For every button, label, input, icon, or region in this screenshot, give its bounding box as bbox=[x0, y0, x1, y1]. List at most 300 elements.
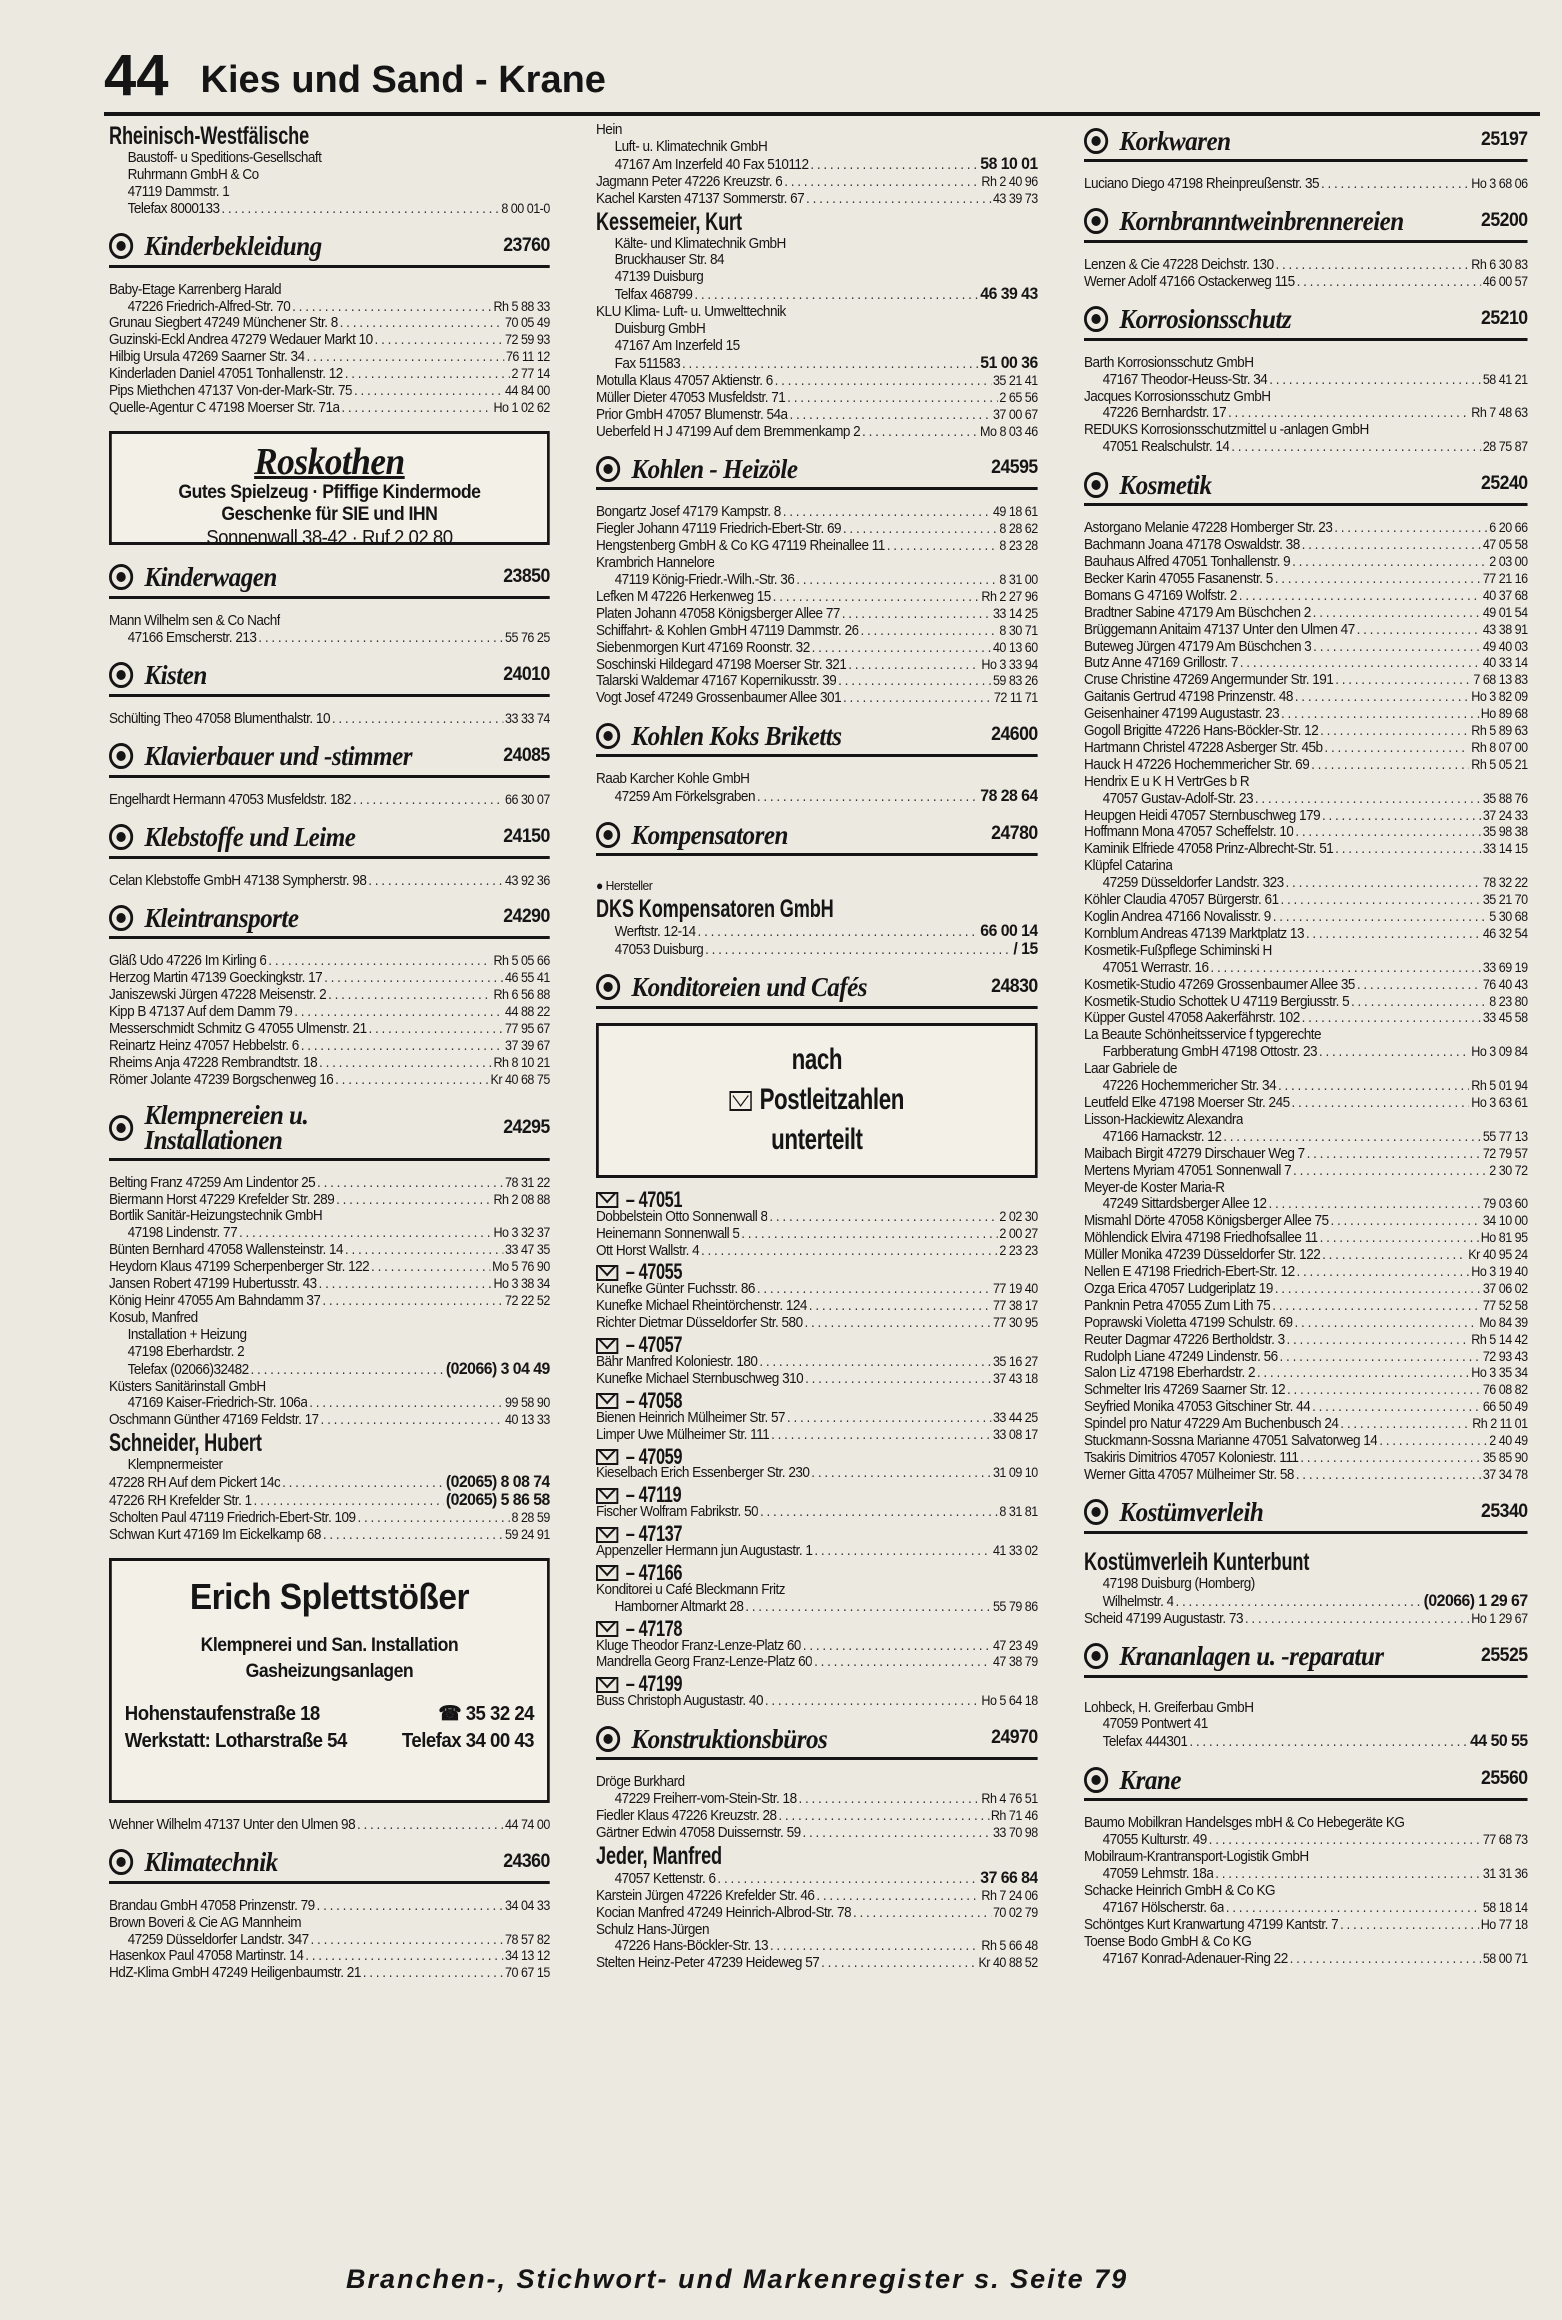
dot-leader bbox=[317, 1898, 504, 1915]
dot-leader bbox=[1278, 1078, 1469, 1095]
listing-row bbox=[596, 286, 1038, 304]
entry-name: 47059 Lehmstr. 18a bbox=[1102, 1865, 1214, 1882]
entry-name: Lenzen & Cie 47228 Deichstr. 130 bbox=[1084, 256, 1274, 273]
entry-name: Messerschmidt Schmitz G 47055 Ulmenstr. 21 bbox=[109, 1021, 367, 1038]
phone-number: 78 32 22 bbox=[1482, 875, 1528, 891]
entry-name: Farbberatung GmbH 47198 Ottostr. 23 bbox=[1102, 1044, 1318, 1061]
ad-line: Geschenke für SIE und IHN bbox=[221, 503, 438, 525]
dot-leader bbox=[251, 1362, 444, 1379]
entry-name: Brown Boveri & Cie AG Mannheim bbox=[109, 1914, 302, 1931]
table-row bbox=[1084, 1590, 1528, 1611]
target-icon bbox=[109, 824, 133, 850]
table-row bbox=[1084, 1416, 1528, 1433]
dot-leader bbox=[1335, 672, 1471, 689]
table-row bbox=[109, 1395, 550, 1412]
table-row bbox=[109, 1915, 550, 1932]
phone-number: Rh 5 05 66 bbox=[493, 953, 550, 969]
dot-leader bbox=[368, 873, 503, 890]
phone-number: 40 37 68 bbox=[1482, 587, 1528, 603]
table-row bbox=[1084, 1917, 1528, 1934]
entry-name: Wehner Wilhelm 47137 Unter den Ulmen 98 bbox=[109, 1816, 356, 1833]
section-code: 25560 bbox=[1481, 1768, 1528, 1790]
entry-name: 47198 Lindenstr. 77 bbox=[127, 1225, 238, 1242]
table-row bbox=[109, 1817, 550, 1834]
entry-name: Heinemann Sonnenwall 5 bbox=[596, 1225, 740, 1242]
dot-leader bbox=[803, 1825, 992, 1842]
dot-leader bbox=[770, 1938, 980, 1955]
phone-number: 33 70 98 bbox=[992, 1824, 1038, 1840]
table-row bbox=[109, 1965, 550, 1982]
entry-name: 47169 Kaiser-Friedrich-Str. 106a bbox=[127, 1395, 308, 1412]
table-row bbox=[1084, 655, 1528, 672]
entry-name: 47226 Bernhardstr. 17 bbox=[1102, 405, 1227, 422]
dot-leader bbox=[1226, 1900, 1481, 1917]
section-title: Klebstoffe und Leime bbox=[144, 822, 356, 852]
table-row bbox=[109, 1527, 550, 1544]
phone-number: 35 98 38 bbox=[1482, 824, 1528, 840]
table-row bbox=[1084, 1450, 1528, 1467]
section-klempnereien bbox=[109, 1099, 550, 1161]
phone-number: 33 69 19 bbox=[1482, 959, 1528, 975]
entry-name: Schiffahrt- & Kohlen GmbH 47119 Dammstr. 26 bbox=[596, 622, 859, 639]
phone-number: 34 10 00 bbox=[1482, 1213, 1528, 1229]
section-title: Korkwaren bbox=[1119, 125, 1231, 156]
entry-name: Maibach Birgit 47279 Dirschauer Weg 7 bbox=[1084, 1145, 1305, 1162]
phone-number: Ho 3 19 40 bbox=[1471, 1264, 1528, 1280]
phone-number: Rh 5 89 63 bbox=[1471, 723, 1528, 739]
section-code: 25200 bbox=[1481, 209, 1528, 231]
phone-number: Rh 2 08 88 bbox=[493, 1191, 550, 1207]
phone-number: Rh 2 40 96 bbox=[981, 173, 1038, 189]
table-row bbox=[1084, 554, 1528, 571]
phone-number: 35 88 76 bbox=[1482, 790, 1528, 806]
table-row bbox=[109, 349, 550, 366]
section-code: 24830 bbox=[991, 975, 1038, 997]
phone-number: 8 23 80 bbox=[1489, 993, 1528, 1009]
entry-name: Celan Klebstoffe GmbH 47138 Sympherstr. 98 bbox=[109, 872, 367, 889]
dot-leader bbox=[1300, 1450, 1481, 1467]
ad-line: Gutes Spielzeug · Pfiffige Kindermode bbox=[178, 481, 481, 503]
phone-number: 33 14 25 bbox=[992, 605, 1038, 621]
listing-lines bbox=[109, 1310, 550, 1361]
entry-name: Appenzeller Hermann jun Augustastr. 1 bbox=[596, 1543, 813, 1560]
table-row bbox=[596, 589, 1038, 606]
dot-leader bbox=[853, 1905, 991, 1922]
phone-number: 34 04 33 bbox=[505, 1897, 550, 1913]
dot-leader bbox=[1210, 960, 1481, 977]
dot-leader bbox=[1313, 639, 1481, 656]
table-row bbox=[109, 1379, 550, 1396]
phone-number: Rh 8 10 21 bbox=[493, 1054, 550, 1070]
phone-number: Rh 4 76 51 bbox=[981, 1791, 1038, 1807]
dot-leader bbox=[1268, 1196, 1481, 1213]
entry-name: Panknin Petra 47055 Zum Lith 75 bbox=[1084, 1297, 1271, 1314]
section-krane bbox=[1084, 1761, 1528, 1801]
listing-sub: Klempnermeister bbox=[127, 1457, 223, 1474]
dot-leader bbox=[1340, 1917, 1479, 1934]
listing-line: Kälte- und Klimatechnik GmbH bbox=[614, 235, 786, 252]
dot-leader bbox=[1302, 1010, 1481, 1027]
section-kohlen-koks bbox=[596, 717, 1038, 757]
dot-leader bbox=[717, 1871, 978, 1888]
entry-name: Jansen Robert 47199 Hubertusstr. 43 bbox=[109, 1276, 317, 1293]
entry-name: Gaitanis Gertrud 47198 Prinzenstr. 48 bbox=[1084, 689, 1293, 706]
entry-name: 47167 Konrad-Adenauer-Ring 22 bbox=[1102, 1950, 1288, 1967]
section-title: Kisten bbox=[144, 660, 207, 691]
dot-leader bbox=[1292, 554, 1487, 571]
phone-number: 72 93 43 bbox=[1482, 1348, 1528, 1364]
table-row bbox=[1084, 257, 1528, 274]
table-row bbox=[1084, 1849, 1528, 1866]
phone-number: 77 19 40 bbox=[992, 1281, 1038, 1297]
entry-name: Telfax 468799 bbox=[614, 287, 693, 304]
phone-number: 5 30 68 bbox=[1489, 909, 1528, 924]
table-row bbox=[596, 424, 1038, 441]
table-row bbox=[1084, 1934, 1528, 1951]
table-row bbox=[596, 1791, 1038, 1808]
table-row bbox=[109, 315, 550, 332]
entry-name: Hamborner Altmarkt 28 bbox=[614, 1598, 744, 1615]
phone-number: 35 21 70 bbox=[1482, 892, 1528, 908]
table-row bbox=[109, 299, 550, 316]
entry-name: Spindel pro Natur 47229 Am Buchenbusch 24 bbox=[1084, 1416, 1339, 1433]
entry-name: Hasenkox Paul 47058 Martinstr. 14 bbox=[109, 1948, 304, 1965]
dot-leader bbox=[787, 1410, 991, 1427]
dot-leader bbox=[1231, 439, 1481, 456]
table-row bbox=[109, 1898, 550, 1915]
phone-number: Rh 8 07 00 bbox=[1471, 739, 1528, 755]
ad-address: Hohenstaufenstraße 18 bbox=[124, 1702, 320, 1725]
phone-number: 76 40 43 bbox=[1482, 976, 1528, 992]
entry-name: Hendrix E u K H VertrGes b R bbox=[1084, 773, 1250, 790]
table-row bbox=[1084, 1349, 1528, 1366]
note-line: nach bbox=[791, 1042, 843, 1076]
table-row bbox=[1084, 1815, 1528, 1832]
table-row bbox=[1084, 588, 1528, 605]
phone-number: 66 50 49 bbox=[1482, 1399, 1528, 1415]
entry-name: 47167 Am Inzerfeld 40 Fax 510112 bbox=[614, 156, 809, 173]
section-code: 25210 bbox=[1481, 307, 1528, 329]
dot-leader bbox=[1307, 1146, 1481, 1163]
table-row bbox=[596, 1774, 1038, 1791]
entry-name: Krambrich Hannelore bbox=[596, 555, 715, 572]
phone-number: / 15 bbox=[1013, 938, 1038, 958]
entry-list bbox=[596, 1638, 1038, 1672]
entry-name: Koglin Andrea 47166 Novalisstr. 9 bbox=[1084, 909, 1271, 925]
entry-name: Soschinski Hildegard 47198 Moerser Str. 321 bbox=[596, 656, 847, 673]
entry-name: Lisson-Hackiewitz Alexandra bbox=[1084, 1111, 1243, 1128]
table-row bbox=[1084, 1163, 1528, 1180]
table-row bbox=[1084, 1247, 1528, 1264]
entry-name: Hilbig Ursula 47269 Saarner Str. 34 bbox=[109, 349, 305, 366]
dot-leader bbox=[1293, 1163, 1487, 1180]
phone-number: Kr 40 88 52 bbox=[978, 1955, 1038, 1971]
phone-number: 78 57 82 bbox=[505, 1931, 550, 1947]
entry-list bbox=[596, 923, 1038, 959]
table-row bbox=[596, 1315, 1038, 1332]
dot-leader bbox=[806, 191, 991, 208]
dot-leader bbox=[759, 1354, 991, 1371]
table-row bbox=[1084, 824, 1528, 841]
entry-list bbox=[596, 1354, 1038, 1388]
table-row bbox=[1084, 1315, 1528, 1332]
phone-number: Ho 5 64 18 bbox=[981, 1693, 1038, 1709]
dot-leader bbox=[336, 1192, 492, 1209]
phone-number: 43 92 36 bbox=[505, 872, 550, 888]
entry-name: Hengstenberg GmbH & Co KG 47119 Rheinallee 11 bbox=[596, 538, 885, 555]
table-row bbox=[109, 1038, 550, 1055]
dot-leader bbox=[1272, 1298, 1481, 1315]
phone-number: 35 21 41 bbox=[992, 372, 1038, 388]
table-row bbox=[1084, 1146, 1528, 1163]
table-row bbox=[596, 771, 1038, 788]
envelope-icon bbox=[596, 1393, 618, 1409]
phone-number: 77 30 95 bbox=[992, 1315, 1038, 1331]
dot-leader bbox=[745, 1599, 991, 1616]
target-icon bbox=[1084, 306, 1108, 332]
dot-leader bbox=[1223, 1129, 1481, 1146]
entry-name: Schulz Hans-Jürgen bbox=[596, 1921, 710, 1938]
entry-name: 47226 Friedrich-Alfred-Str. 70 bbox=[127, 298, 291, 315]
dot-leader bbox=[698, 924, 979, 941]
entry-list bbox=[596, 771, 1038, 806]
page-header bbox=[104, 32, 606, 106]
target-icon bbox=[596, 1726, 620, 1752]
envelope-icon bbox=[596, 1488, 618, 1504]
table-row bbox=[1084, 1196, 1528, 1213]
dot-leader bbox=[769, 1209, 997, 1226]
entry-name: Gläß Udo 47226 Im Kirling 6 bbox=[109, 953, 267, 970]
column-3 bbox=[1084, 122, 1528, 2152]
entry-name: Siebenmorgen Kurt 47169 Roonstr. 32 bbox=[596, 639, 810, 656]
phone-number: 70 05 49 bbox=[505, 315, 550, 331]
postcode-heading: – 47059 bbox=[625, 1443, 683, 1469]
dot-leader bbox=[787, 390, 997, 407]
entry-name: Bongartz Josef 47179 Kampstr. 8 bbox=[596, 504, 781, 521]
entry-name: Stuckmann-Sossna Marianne 47051 Salvatorweg 14 bbox=[1084, 1433, 1378, 1450]
entry-name: 47259 Am Förkelsgraben bbox=[614, 789, 756, 806]
listing-line: 47059 Pontwert 41 bbox=[1102, 1716, 1208, 1733]
column-1 bbox=[109, 122, 550, 2152]
entry-list bbox=[109, 792, 550, 809]
phone-number: Ho 3 63 61 bbox=[1471, 1094, 1528, 1110]
dot-leader bbox=[816, 1888, 979, 1905]
table-row bbox=[596, 1654, 1038, 1671]
phone-number: Rh 5 01 94 bbox=[1471, 1078, 1528, 1094]
phone-number: 66 30 07 bbox=[505, 791, 550, 807]
dot-leader bbox=[221, 201, 499, 218]
section-kohlen bbox=[596, 450, 1038, 490]
table-row bbox=[1084, 1213, 1528, 1230]
listing-name: Kostümverleih Kunterbunt bbox=[1084, 1547, 1310, 1576]
table-row bbox=[596, 1427, 1038, 1444]
listing-line: Ruhrmann GmbH & Co bbox=[127, 166, 259, 183]
target-icon bbox=[596, 456, 620, 482]
table-row bbox=[109, 332, 550, 349]
dot-leader bbox=[848, 657, 979, 674]
dot-leader bbox=[771, 1427, 991, 1444]
section-title: Klavierbauer und -stimmer bbox=[144, 741, 412, 772]
phone-number: 55 77 13 bbox=[1482, 1128, 1528, 1144]
entry-name: Kachel Karsten 47137 Sommerstr. 67 bbox=[596, 190, 805, 207]
entry-list bbox=[596, 1209, 1038, 1260]
entry-list bbox=[1084, 257, 1528, 291]
note-line: Postleitzahlen bbox=[759, 1082, 904, 1116]
dot-leader bbox=[778, 1808, 989, 1825]
phone-number: 8 23 28 bbox=[999, 538, 1038, 554]
ad-line: Sonnenwall 38-42 · Ruf 2 02 80 bbox=[206, 526, 453, 549]
listing-line: 47139 Duisburg bbox=[614, 269, 704, 286]
entry-name: Kosmetik-Fußpflege Schiminski H bbox=[1084, 942, 1272, 959]
entry-name: Köhler Claudia 47057 Bürgerstr. 61 bbox=[1084, 892, 1279, 909]
phone-number: 51 00 36 bbox=[980, 352, 1038, 372]
section-title: Kompensatoren bbox=[631, 819, 788, 850]
phone-number: 78 28 64 bbox=[980, 786, 1038, 806]
listing-lines bbox=[596, 122, 1038, 156]
table-row bbox=[109, 1293, 550, 1310]
section-title: Korrosionsschutz bbox=[1119, 304, 1292, 335]
entry-list bbox=[109, 873, 550, 890]
dot-leader bbox=[741, 1226, 997, 1243]
entry-name: 47229 Freiherr-vom-Stein-Str. 18 bbox=[614, 1791, 797, 1808]
entry-name: Möhlendick Elvira 47198 Friedhofsallee 11 bbox=[1084, 1230, 1318, 1247]
phone-number: 58 41 21 bbox=[1482, 371, 1528, 387]
entry-name: Gogoll Brigitte 47226 Hans-Böckler-Str. 12 bbox=[1084, 723, 1319, 740]
entry-name: Werner Gitta 47057 Mülheimer Str. 58 bbox=[1084, 1466, 1294, 1483]
phone-number: 2 02 30 bbox=[999, 1208, 1038, 1224]
table-row bbox=[109, 1276, 550, 1293]
dot-leader bbox=[354, 383, 503, 400]
phone-number: 43 38 91 bbox=[1482, 621, 1528, 637]
entry-list bbox=[1084, 520, 1528, 1484]
entry-name: 47166 Emscherstr. 213 bbox=[127, 629, 257, 646]
dot-leader bbox=[842, 606, 991, 623]
table-row bbox=[1084, 439, 1528, 456]
target-icon bbox=[596, 723, 620, 749]
table-row bbox=[1084, 1433, 1528, 1450]
entry-name: Barth Korrosionsschutz GmbH bbox=[1084, 354, 1254, 371]
entry-name: Kosmetik-Studio 47269 Grossenbaumer Allee 35 bbox=[1084, 976, 1355, 993]
listing-lines bbox=[596, 236, 1038, 287]
section-krananlagen bbox=[1084, 1638, 1528, 1678]
envelope-icon bbox=[596, 1527, 618, 1543]
phone-number: 44 74 00 bbox=[505, 1816, 550, 1832]
phone-number: Ho 3 82 09 bbox=[1471, 689, 1528, 705]
dot-leader bbox=[705, 942, 1011, 959]
entry-name: 47249 Sittardsberger Allee 12 bbox=[1102, 1196, 1267, 1213]
section-kostuemverleih bbox=[1084, 1494, 1528, 1534]
entry-name: Kluge Theodor Franz-Lenze-Platz 60 bbox=[596, 1637, 801, 1654]
phone-number: 33 08 17 bbox=[992, 1426, 1038, 1442]
splettstoesser-ad bbox=[109, 1558, 550, 1803]
phone-number: Ho 1 29 67 bbox=[1471, 1610, 1528, 1626]
phone-number: Ho 3 32 37 bbox=[493, 1225, 550, 1241]
table-row bbox=[1084, 1298, 1528, 1315]
dot-leader bbox=[1311, 757, 1469, 774]
entry-name: Seyfried Monika 47053 Gitschiner Str. 44 bbox=[1084, 1399, 1311, 1416]
ad-phone: ☎ 35 32 24 bbox=[438, 1702, 535, 1725]
entry-name: Rheims Anja 47228 Rembrandtstr. 18 bbox=[109, 1054, 318, 1071]
entry-name: Schülting Theo 47058 Blumenthalstr. 10 bbox=[109, 710, 331, 727]
entry-name: Mandrella Georg Franz-Lenze-Platz 60 bbox=[596, 1654, 813, 1671]
phone-number: 55 79 86 bbox=[992, 1598, 1038, 1614]
dot-leader bbox=[258, 630, 503, 647]
section-konditoreien bbox=[596, 969, 1038, 1009]
dot-leader bbox=[301, 1038, 503, 1055]
table-row bbox=[596, 1599, 1038, 1616]
table-row bbox=[596, 1938, 1038, 1955]
postcode-heading: – 47166 bbox=[625, 1559, 683, 1585]
entry-name: Geisenhainer 47199 Augustastr. 23 bbox=[1084, 706, 1280, 723]
target-icon bbox=[1084, 208, 1108, 234]
phone-number: 33 33 74 bbox=[505, 710, 550, 726]
phone-number: 47 23 49 bbox=[992, 1637, 1038, 1653]
section-kosmetik bbox=[1084, 466, 1528, 506]
dot-leader bbox=[1286, 875, 1481, 892]
table-row bbox=[109, 1021, 550, 1038]
phone-number: 2 00 27 bbox=[999, 1225, 1038, 1241]
listing-line: Duisburg GmbH bbox=[614, 321, 706, 338]
section-code: 25240 bbox=[1481, 473, 1528, 495]
section-klavierbauer bbox=[109, 738, 550, 778]
dot-leader bbox=[1295, 689, 1470, 706]
entry-name: Nellen E 47198 Friedrich-Ebert-Str. 12 bbox=[1084, 1264, 1295, 1281]
dot-leader bbox=[1296, 1467, 1481, 1484]
entry-name: Schöntges Kurt Kranwartung 47199 Kantstr. 7 bbox=[1084, 1916, 1339, 1933]
dot-leader bbox=[805, 1371, 991, 1388]
target-icon bbox=[1084, 128, 1108, 154]
phone-number: Rh 6 30 83 bbox=[1471, 256, 1528, 272]
phone-number: 76 08 82 bbox=[1482, 1382, 1528, 1398]
entry-name: Ott Horst Wallstr. 4 bbox=[596, 1242, 700, 1259]
phone-number: Ho 3 38 34 bbox=[493, 1276, 550, 1292]
phone-number: Ho 77 18 bbox=[1480, 1916, 1528, 1932]
section-code: 24600 bbox=[991, 724, 1038, 746]
table-row bbox=[109, 630, 550, 647]
listing-lines bbox=[596, 304, 1038, 355]
dot-leader bbox=[814, 1654, 991, 1671]
phone-number: 35 85 90 bbox=[1482, 1450, 1528, 1465]
postcode-heading: – 47051 bbox=[625, 1186, 683, 1212]
dot-leader bbox=[1275, 257, 1469, 274]
entry-name: Fiegler Johann 47119 Friedrich-Ebert-Str. 69 bbox=[596, 521, 842, 538]
section-kinderbekleidung bbox=[109, 228, 550, 268]
phone-number: 59 24 91 bbox=[505, 1526, 550, 1542]
dot-leader bbox=[1322, 1247, 1466, 1264]
dot-leader bbox=[803, 1638, 991, 1655]
table-row bbox=[596, 390, 1038, 407]
entry-name: Stelten Heinz-Peter 47239 Heideweg 57 bbox=[596, 1955, 820, 1972]
dot-leader bbox=[1228, 405, 1469, 422]
envelope-icon bbox=[596, 1677, 618, 1693]
entry-name: Kornblum Andreas 47139 Marktplatz 13 bbox=[1084, 925, 1305, 942]
entry-name: Kaminik Elfriede 47058 Prinz-Albrecht-Str. 51 bbox=[1084, 841, 1334, 858]
dot-leader bbox=[843, 521, 998, 538]
entry-name: Kocian Manfred 47249 Heinrich-Albrod-Str. 78 bbox=[596, 1904, 852, 1921]
entry-name: Ozga Erica 47057 Ludgeriplatz 19 bbox=[1084, 1280, 1273, 1297]
phone-number: 2 65 56 bbox=[999, 389, 1038, 405]
phone-number: 41 33 02 bbox=[992, 1543, 1038, 1559]
dot-leader bbox=[1319, 1044, 1470, 1061]
table-row bbox=[109, 383, 550, 400]
dot-leader bbox=[1306, 926, 1481, 943]
table-row bbox=[596, 788, 1038, 806]
target-icon bbox=[1084, 1767, 1108, 1793]
entry-name: Hartmann Christel 47228 Asberger Str. 45b bbox=[1084, 739, 1323, 756]
phone-number: 46 55 41 bbox=[505, 970, 550, 986]
roskothen-logo: Roskothen bbox=[254, 440, 405, 483]
entry-name: Astorgano Melanie 47228 Homberger Str. 23 bbox=[1084, 520, 1333, 537]
